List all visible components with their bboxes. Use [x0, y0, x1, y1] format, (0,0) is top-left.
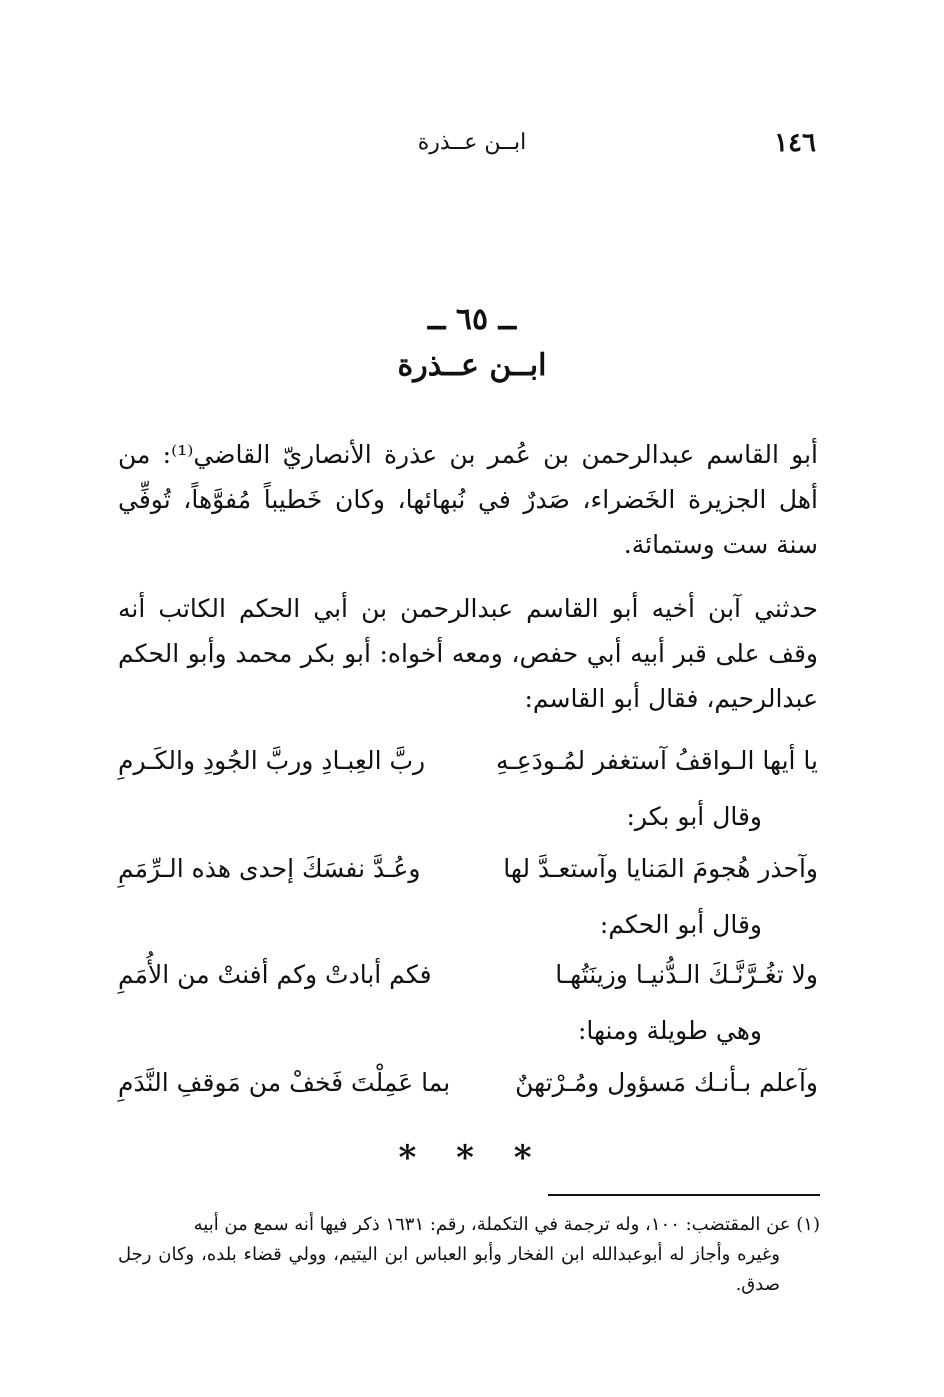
verse-first-hemistich: يا أيها الـواقفُ آستغفر لمُـودَعِـهِ — [495, 746, 818, 775]
verse-second-hemistich: فكم أبادتْ وكم أفنتْ من الأُمَمِ — [118, 960, 432, 989]
running-title: ابــن عــذرة — [417, 130, 527, 155]
speaker-intro: وقال أبو بكر: — [626, 802, 762, 831]
footnote — [118, 1210, 820, 1300]
verse-second-hemistich: بما عَمِلْتَ فَخفْ من مَوقفِ النَّدَمِ — [118, 1068, 451, 1097]
verse-line — [118, 738, 818, 783]
verse-line — [118, 952, 818, 997]
page-number: ١٤٦ — [774, 128, 816, 158]
verse-line — [118, 846, 818, 891]
entry-number: ــ ٦٥ ــ — [427, 302, 517, 337]
verse-first-hemistich: وآعلم بـأنـك مَسؤول ومُـرْتهنٌ — [515, 1068, 818, 1097]
biography-paragraph: أبو القاسم عبدالرحمن بن عُمر بن عذرة الأنصاريّ القاضي⁽¹⁾: من أهل الجزيرة الخَضراء، صَدرٌ في نُبهائها، وكان خَطيباً مُفوَّهاً، تُوفِّي سنة ست وستمائة. — [118, 440, 818, 559]
section-separator: * * * — [398, 1138, 546, 1178]
speaker-intro: وقال أبو الحكم: — [599, 910, 762, 939]
entry-title: ابــن عــذرة — [397, 348, 547, 383]
verse-line — [118, 1060, 818, 1105]
footnote-first-line: (١) عن المقتضب: ١٠٠، وله ترجمة في التكملة، رقم: ١٦٣١ ذكر فيها أنه سمع من أبيه — [193, 1214, 820, 1235]
footnote-continuation: وغيره وأجاز له أبوعبدالله ابن الفخار وأبو العباس ابن اليتيم، وولي قضاء بلده، وكان رجل صدق. — [118, 1244, 780, 1295]
verse-second-hemistich: وعُـدَّ نفسَكَ إحدى هذه الـرِّمَمِ — [118, 854, 421, 883]
verse-second-hemistich: ربَّ العِبـادِ وربَّ الجُودِ والكَـرمِ — [118, 746, 426, 775]
anecdote-paragraph: حدثني آبن أخيه أبو القاسم عبدالرحمن بن أبي الحكم الكاتب أنه وقف على قبر أبيه أبي حفص، ومعه أخواه: أبو بكر محمد وأبو الحكم عبدالرحيم، فقال أبو القاسم: — [118, 594, 818, 713]
verse-first-hemistich: وآحذر هُجومَ المَنايا وآستعـدَّ لها — [503, 854, 818, 883]
verse-first-hemistich: ولا تغُـرَّنَّـكَ الـدُّنيـا وزينَتُهـا — [555, 960, 818, 989]
running-header — [0, 128, 944, 168]
footnote-rule — [548, 1194, 820, 1196]
poem-continuation-intro: وهي طويلة ومنها: — [577, 1016, 762, 1045]
